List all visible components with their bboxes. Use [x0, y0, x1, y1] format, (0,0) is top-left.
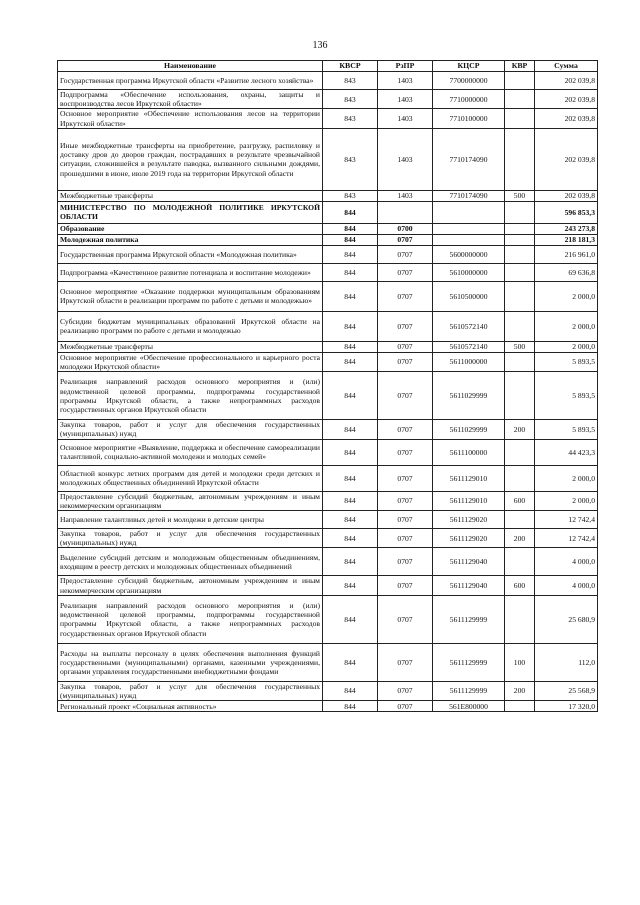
table-row [58, 548, 598, 576]
cell-kvr [505, 352, 535, 371]
cell-name: Закупка товаров, работ и услуг для обеспечения государственных (муниципальных) нужд [58, 681, 323, 700]
cell-kvr [505, 201, 535, 223]
cell-kvr [505, 109, 535, 128]
cell-ksvr: 843 [323, 190, 378, 201]
table-row [58, 281, 598, 311]
cell-ksr: 5610500000 [433, 281, 505, 311]
cell-ksr: 5611029999 [433, 372, 505, 420]
cell-name: Субсидии бюджетам муниципальных образований Иркутской области на реализацию программ по работе с детьми и молодежью [58, 311, 323, 341]
table-row [58, 529, 598, 548]
cell-rzpr: 0707 [378, 245, 433, 263]
cell-name: Основное мероприятие «Оказание поддержки муниципальным образованиям Иркутской области в реализации программ по работе с детьми и молодежью» [58, 281, 323, 311]
table-row [58, 201, 598, 223]
cell-name: Государственная программа Иркутской области «Молодежная политика» [58, 245, 323, 263]
cell-ksvr: 844 [323, 352, 378, 371]
header-sum: Сумма [535, 61, 598, 72]
cell-name: Межбюджетные трансферты [58, 341, 323, 352]
cell-rzpr: 0707 [378, 491, 433, 510]
cell-ksr: 7710100000 [433, 109, 505, 128]
budget-table [57, 60, 598, 712]
header-ksr: КЦСР [433, 61, 505, 72]
cell-rzpr: 0707 [378, 263, 433, 281]
cell-ksr: 5611129040 [433, 576, 505, 595]
cell-ksvr: 844 [323, 311, 378, 341]
cell-kvr [505, 234, 535, 245]
cell-rzpr: 0707 [378, 372, 433, 420]
cell-sum: 243 273,8 [535, 223, 598, 234]
cell-kvr: 100 [505, 643, 535, 681]
table-row [58, 511, 598, 529]
cell-sum: 69 636,8 [535, 263, 598, 281]
cell-ksvr: 844 [323, 529, 378, 548]
cell-rzpr: 0707 [378, 341, 433, 352]
cell-name: Иные межбюджетные трансферты на приобретение, разгрузку, распиловку и доставку дров до дворов граждан, пострадавших в результате чрезвычайной ситуации, сложившейся в результате паводка, вызванного сильными дождями, прошедшими в июне, июле 2019 года на территории Иркутской области [58, 128, 323, 190]
table-row [58, 263, 598, 281]
table-row [58, 643, 598, 681]
cell-sum: 2 000,0 [535, 281, 598, 311]
cell-sum: 218 181,3 [535, 234, 598, 245]
cell-name: МИНИСТЕРСТВО ПО МОЛОДЕЖНОЙ ПОЛИТИКЕ ИРКУТСКОЙ ОБЛАСТИ [58, 201, 323, 223]
cell-ksr [433, 223, 505, 234]
cell-rzpr: 0707 [378, 681, 433, 700]
cell-name: Предоставление субсидий бюджетным, автономным учреждениям и иным некоммерческим организациям [58, 491, 323, 510]
cell-ksvr: 844 [323, 281, 378, 311]
cell-name: Областной конкурс летних программ для детей и молодежи среди детских и молодежных общественных объединений Иркутской области [58, 465, 323, 491]
cell-sum: 2 000,0 [535, 341, 598, 352]
table-row [58, 90, 598, 109]
cell-kvr [505, 372, 535, 420]
cell-rzpr: 1403 [378, 109, 433, 128]
cell-name: Выделение субсидий детским и молодежным общественным объединениям, входящим в реестр детских и молодежных общественных объединений [58, 548, 323, 576]
cell-ksr [433, 201, 505, 223]
cell-sum: 202 039,8 [535, 72, 598, 90]
cell-kvr [505, 223, 535, 234]
table-header-row [58, 61, 598, 72]
cell-ksr: 5611000000 [433, 352, 505, 371]
table-row [58, 311, 598, 341]
cell-ksr: 5610572140 [433, 341, 505, 352]
table-row [58, 701, 598, 712]
cell-rzpr: 0707 [378, 529, 433, 548]
cell-rzpr: 0707 [378, 595, 433, 643]
cell-ksr: 561E800000 [433, 701, 505, 712]
cell-rzpr: 0707 [378, 281, 433, 311]
cell-name: Образование [58, 223, 323, 234]
cell-ksr: 7710174090 [433, 128, 505, 190]
cell-kvr [505, 548, 535, 576]
cell-rzpr [378, 201, 433, 223]
table-row [58, 128, 598, 190]
cell-sum: 202 039,8 [535, 190, 598, 201]
table-row [58, 681, 598, 700]
cell-ksvr: 844 [323, 439, 378, 465]
cell-sum: 5 893,5 [535, 372, 598, 420]
header-kvr: КВР [505, 61, 535, 72]
cell-kvr: 600 [505, 491, 535, 510]
cell-ksvr: 843 [323, 90, 378, 109]
cell-name: Подпрограмма «Обеспечение использования, охраны, защиты и воспроизводства лесов Иркутской области» [58, 90, 323, 109]
cell-name: Региональный проект «Социальная активность» [58, 701, 323, 712]
table-row [58, 595, 598, 643]
cell-ksvr: 844 [323, 491, 378, 510]
cell-rzpr: 0707 [378, 439, 433, 465]
cell-sum: 112,0 [535, 643, 598, 681]
cell-ksr: 5611129999 [433, 643, 505, 681]
cell-rzpr: 0707 [378, 465, 433, 491]
table-row [58, 341, 598, 352]
cell-name: Направление талантливых детей и молодежи в детские центры [58, 511, 323, 529]
cell-rzpr: 1403 [378, 72, 433, 90]
cell-kvr [505, 595, 535, 643]
cell-kvr: 200 [505, 529, 535, 548]
table-row [58, 420, 598, 439]
cell-ksvr: 844 [323, 465, 378, 491]
cell-sum: 216 961,0 [535, 245, 598, 263]
table-row [58, 372, 598, 420]
cell-sum: 4 000,0 [535, 576, 598, 595]
cell-name: Предоставление субсидий бюджетным, автономным учреждениям и иным некоммерческим организациям [58, 576, 323, 595]
cell-ksvr: 843 [323, 128, 378, 190]
cell-ksr: 5611100000 [433, 439, 505, 465]
cell-ksvr: 844 [323, 701, 378, 712]
header-name: Наименование [58, 61, 323, 72]
cell-ksvr: 843 [323, 72, 378, 90]
cell-name: Молодежная политика [58, 234, 323, 245]
cell-ksvr: 844 [323, 420, 378, 439]
table-row [58, 223, 598, 234]
page-number: 136 [312, 40, 328, 51]
cell-rzpr: 0707 [378, 576, 433, 595]
table-row [58, 109, 598, 128]
table-row [58, 190, 598, 201]
cell-sum: 202 039,8 [535, 90, 598, 109]
cell-ksvr: 844 [323, 341, 378, 352]
cell-ksvr: 844 [323, 643, 378, 681]
cell-ksvr: 844 [323, 372, 378, 420]
cell-ksvr: 843 [323, 109, 378, 128]
cell-name: Реализация направлений расходов основного мероприятия и (или) ведомственной целевой программы, подпрограммы государственной программы Иркутской области, а также непрограммных расходов государственных органов Иркутской области [58, 595, 323, 643]
cell-ksvr: 844 [323, 595, 378, 643]
cell-ksr: 5610000000 [433, 263, 505, 281]
cell-sum: 25 680,9 [535, 595, 598, 643]
cell-rzpr: 0707 [378, 352, 433, 371]
cell-sum: 202 039,8 [535, 109, 598, 128]
table-row [58, 439, 598, 465]
table-row [58, 352, 598, 371]
cell-sum: 202 039,8 [535, 128, 598, 190]
cell-kvr: 500 [505, 190, 535, 201]
cell-name: Основное мероприятие «Обеспечение профессионального и карьерного роста молодежи Иркутской области» [58, 352, 323, 371]
cell-kvr: 500 [505, 341, 535, 352]
cell-ksvr: 844 [323, 263, 378, 281]
cell-ksvr: 844 [323, 234, 378, 245]
cell-rzpr: 1403 [378, 90, 433, 109]
cell-ksvr: 844 [323, 245, 378, 263]
cell-rzpr: 0707 [378, 420, 433, 439]
cell-ksvr: 844 [323, 548, 378, 576]
table-row [58, 234, 598, 245]
table-body [58, 72, 598, 712]
cell-sum: 25 568,9 [535, 681, 598, 700]
cell-ksr: 5611129010 [433, 491, 505, 510]
cell-kvr [505, 245, 535, 263]
cell-ksr: 5611129020 [433, 511, 505, 529]
cell-ksvr: 844 [323, 511, 378, 529]
header-ksvr: КВСР [323, 61, 378, 72]
cell-rzpr: 0707 [378, 234, 433, 245]
cell-ksr: 7710000000 [433, 90, 505, 109]
cell-ksr: 5600000000 [433, 245, 505, 263]
cell-name: Закупка товаров, работ и услуг для обеспечения государственных (муниципальных) нужд [58, 529, 323, 548]
cell-ksvr: 844 [323, 201, 378, 223]
cell-ksr: 7700000000 [433, 72, 505, 90]
cell-sum: 5 893,5 [535, 352, 598, 371]
cell-rzpr: 1403 [378, 128, 433, 190]
cell-ksr: 5611129999 [433, 681, 505, 700]
cell-rzpr: 0700 [378, 223, 433, 234]
cell-ksr: 5611129040 [433, 548, 505, 576]
cell-rzpr: 0707 [378, 643, 433, 681]
cell-rzpr: 0707 [378, 701, 433, 712]
cell-name: Государственная программа Иркутской области «Развитие лесного хозяйства» [58, 72, 323, 90]
cell-name: Основное мероприятие «Выявление, поддержка и обеспечение самореализации талантливой, социально-активной молодежи и молодых семей» [58, 439, 323, 465]
cell-name: Основное мероприятие «Обеспечение использования лесов на территории Иркутской области» [58, 109, 323, 128]
cell-kvr: 200 [505, 681, 535, 700]
table-row [58, 491, 598, 510]
table-row [58, 245, 598, 263]
cell-sum: 2 000,0 [535, 491, 598, 510]
cell-sum: 596 853,3 [535, 201, 598, 223]
cell-sum: 4 000,0 [535, 548, 598, 576]
cell-sum: 2 000,0 [535, 311, 598, 341]
cell-ksr: 5611129020 [433, 529, 505, 548]
cell-sum: 2 000,0 [535, 465, 598, 491]
header-rzpr: РзПР [378, 61, 433, 72]
table-row [58, 576, 598, 595]
cell-sum: 5 893,5 [535, 420, 598, 439]
cell-ksr: 5611129999 [433, 595, 505, 643]
cell-kvr [505, 281, 535, 311]
cell-ksr: 5611029999 [433, 420, 505, 439]
cell-kvr [505, 465, 535, 491]
cell-kvr [505, 72, 535, 90]
cell-name: Расходы на выплаты персоналу в целях обеспечения выполнения функций государственными (муниципальными) органами, казенными учреждениями, органами управления государственными внебюджетными фондами [58, 643, 323, 681]
cell-kvr: 200 [505, 420, 535, 439]
cell-rzpr: 0707 [378, 548, 433, 576]
cell-ksr: 5611129010 [433, 465, 505, 491]
table-row [58, 72, 598, 90]
cell-kvr: 600 [505, 576, 535, 595]
cell-sum: 12 742,4 [535, 529, 598, 548]
cell-kvr [505, 263, 535, 281]
cell-kvr [505, 128, 535, 190]
cell-kvr [505, 439, 535, 465]
cell-ksvr: 844 [323, 681, 378, 700]
cell-kvr [505, 701, 535, 712]
cell-ksr: 7710174090 [433, 190, 505, 201]
cell-ksvr: 844 [323, 223, 378, 234]
cell-ksvr: 844 [323, 576, 378, 595]
cell-rzpr: 0707 [378, 311, 433, 341]
cell-rzpr: 1403 [378, 190, 433, 201]
cell-name: Реализация направлений расходов основного мероприятия и (или) ведомственной целевой программы, подпрограммы государственной программы Иркутской области, а также непрограммных расходов государственных органов Иркутской области [58, 372, 323, 420]
table-row [58, 465, 598, 491]
cell-name: Подпрограмма «Качественное развитие потенциала и воспитание молодежи» [58, 263, 323, 281]
cell-ksr [433, 234, 505, 245]
cell-kvr [505, 511, 535, 529]
cell-kvr [505, 311, 535, 341]
cell-name: Закупка товаров, работ и услуг для обеспечения государственных (муниципальных) нужд [58, 420, 323, 439]
cell-kvr [505, 90, 535, 109]
cell-sum: 44 423,3 [535, 439, 598, 465]
cell-sum: 12 742,4 [535, 511, 598, 529]
cell-ksr: 5610572140 [433, 311, 505, 341]
cell-sum: 17 320,0 [535, 701, 598, 712]
cell-rzpr: 0707 [378, 511, 433, 529]
cell-name: Межбюджетные трансферты [58, 190, 323, 201]
